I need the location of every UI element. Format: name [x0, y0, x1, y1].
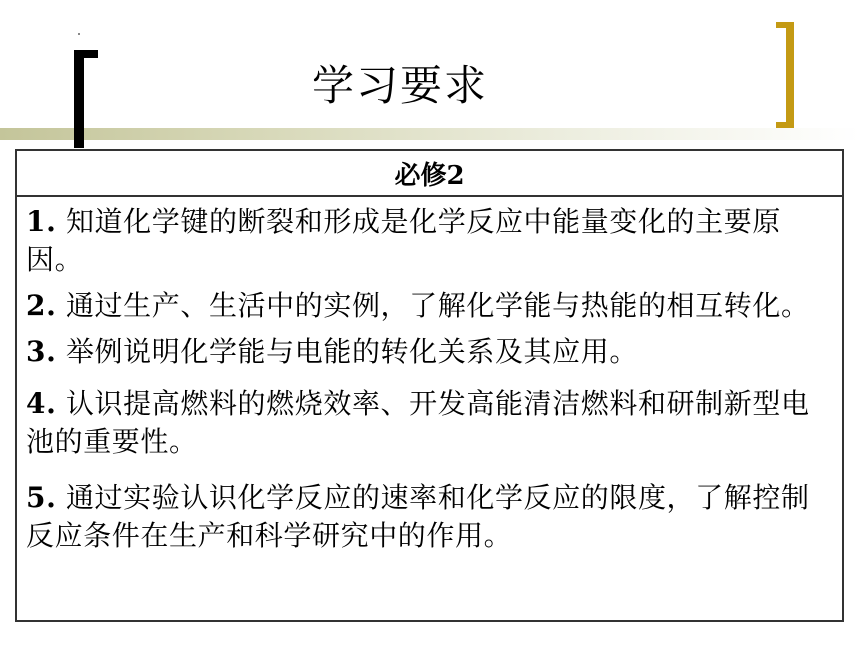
slide-title — [0, 58, 800, 114]
item-text: 举例说明化学能与电能的转化关系及其应用。 — [56, 335, 638, 368]
item-number: 3. — [26, 335, 57, 368]
item-number: 1. — [26, 205, 57, 238]
item-text: 通过实验认识化学反应的速率和化学反应的限度，了解控制反应条件在生产和科学研究中的作用。 — [26, 481, 810, 552]
item-number: 5. — [26, 481, 57, 514]
item-text: 认识提高燃料的燃烧效率、开发高能清洁燃料和研制新型电池的重要性。 — [26, 387, 810, 458]
requirement-item-2 — [26, 287, 834, 325]
item-number: 4. — [26, 387, 57, 420]
item-text: 知道化学键的断裂和形成是化学反应中能量变化的主要原因。 — [26, 205, 781, 276]
right-bracket-top-tab — [776, 22, 794, 28]
table-header: 必修2 — [17, 151, 842, 197]
item-text: 通过生产、生活中的实例，了解化学能与热能的相互转化。 — [56, 289, 810, 322]
requirement-item-1 — [26, 203, 834, 279]
table-body — [17, 197, 842, 555]
requirement-item-5 — [26, 479, 834, 555]
right-bracket-bottom-tab — [776, 122, 794, 128]
requirement-item-3 — [26, 333, 834, 371]
requirement-item-4 — [26, 385, 834, 461]
slide-title-text: 学习要求 — [311, 61, 488, 110]
requirements-table — [15, 149, 844, 622]
decorative-dot — [78, 33, 80, 35]
item-number: 2. — [26, 289, 57, 322]
left-bracket-top-tab — [74, 50, 98, 58]
title-underline-bar — [0, 128, 860, 140]
